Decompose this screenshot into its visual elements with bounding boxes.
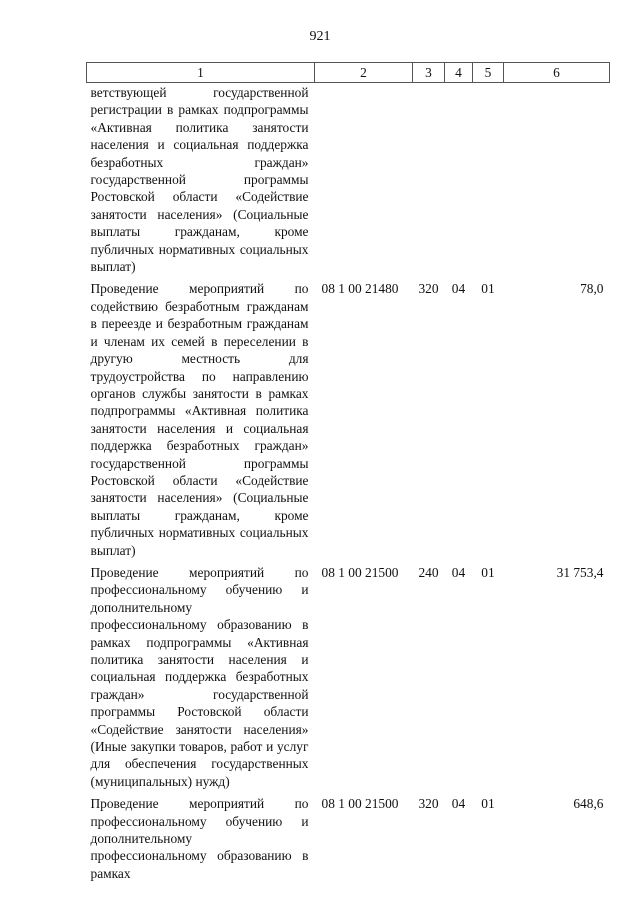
row-expense-type: 320 (418, 281, 439, 297)
header-row (87, 63, 610, 83)
row-expense-type: 240 (418, 564, 439, 580)
row-amount (504, 83, 610, 281)
row-description: ветствующей государственной регистрации в рамках подпрограммы «Активная политика занятости населения и социальная поддержка безработных граждан» государственной программы Ростовской области «Содействие занятости населения» (Социальные выплаты гражданам, кроме публичных нормативных социальных выплат) (90, 85, 309, 275)
table-row (87, 83, 610, 281)
table-header (87, 63, 610, 83)
row-subsection: 01 (481, 281, 495, 297)
row-amount: 648,6 (573, 796, 604, 812)
row-description: Проведение мероприятий по содействию безработным гражданам в переезде и безработным гражданам и членам их семей в переселении в другую местность для трудоустройства по направлению органов службы занятости в рамках подпрограммы «Активная политика занятости населения и социальная поддержка безработных граждан» государственной программы Ростовской области «Содействие занятости населения» (Социальные выплаты гражданам, кроме публичных нормативных социальных выплат) (90, 281, 309, 558)
row-target-code: 08 1 00 21480 (321, 281, 399, 297)
table-row (87, 795, 610, 887)
row-target-code (315, 83, 413, 281)
row-description: Проведение мероприятий по профессиональному обучению и дополнительному профессиональному образованию в рамках подпрограммы «Активная политика занятости населения и социальная поддержка безработных граждан» государственной программы Ростовской области «Содействие занятости населения» (Иные закупки товаров, работ и услуг для обеспечения государственных (муниципальных) нужд) (90, 564, 309, 789)
header-col-3: 3 (413, 63, 445, 83)
table-row (87, 564, 610, 795)
row-section (445, 83, 473, 281)
table-row (87, 280, 610, 564)
row-target-code: 08 1 00 21500 (321, 564, 399, 580)
row-target-code: 08 1 00 21500 (321, 796, 399, 812)
row-section: 04 (451, 564, 466, 580)
header-col-2: 2 (315, 63, 413, 83)
row-amount: 78,0 (580, 281, 604, 297)
header-col-4: 4 (445, 63, 473, 83)
header-col-5: 5 (473, 63, 504, 83)
row-amount: 31 753,4 (556, 564, 604, 580)
row-expense-type (413, 83, 445, 281)
row-expense-type: 320 (418, 796, 439, 812)
header-col-6: 6 (504, 63, 610, 83)
row-section: 04 (451, 796, 466, 812)
row-section: 04 (451, 281, 466, 297)
row-description: Проведение мероприятий по профессиональному обучению и дополнительному профессиональному образованию в рамках (90, 796, 309, 881)
row-subsection (473, 83, 504, 281)
page-number: 921 (309, 29, 331, 44)
row-subsection: 01 (481, 796, 495, 812)
header-col-1: 1 (87, 63, 315, 83)
budget-table (86, 62, 610, 887)
row-subsection: 01 (481, 564, 495, 580)
